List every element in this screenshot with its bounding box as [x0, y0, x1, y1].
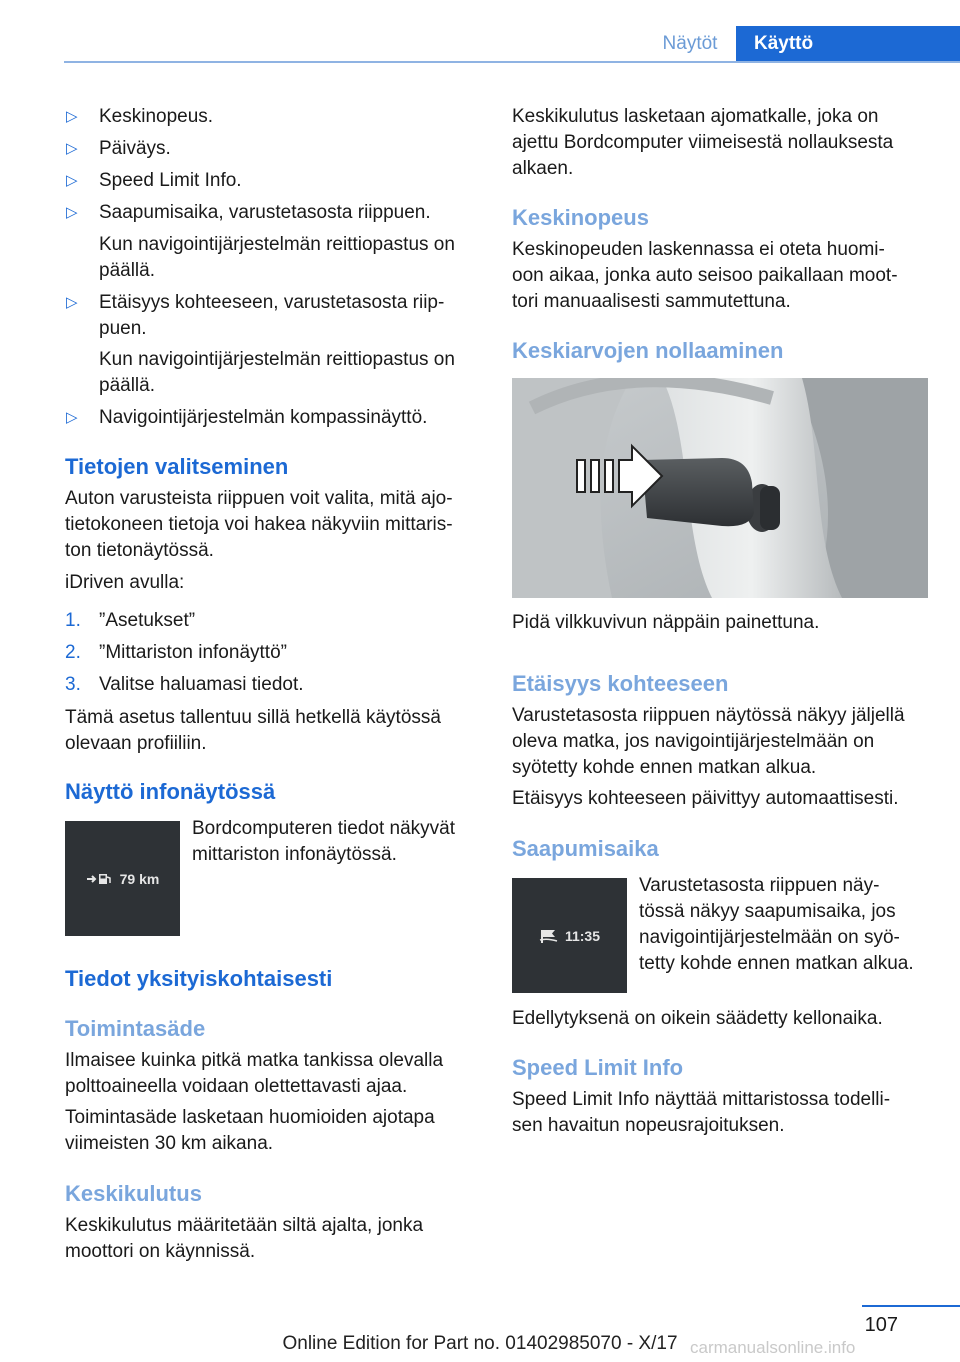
- list-item-sub: päällä.: [99, 375, 155, 396]
- list-item: puen.: [99, 318, 147, 339]
- paragraph: Speed Limit Info näyttää mittaristossa todelli-: [512, 1089, 891, 1110]
- paragraph: tori manuaalisesti sammutettuna.: [512, 291, 791, 312]
- paragraph: oleva matka, jos navigointijärjestelmään on: [512, 731, 875, 752]
- paragraph: sen havaitun nopeusrajoituksen.: [512, 1115, 785, 1136]
- paragraph: moottori on käynnissä.: [65, 1241, 256, 1262]
- paragraph: mittariston infonäytössä.: [192, 844, 397, 865]
- list-item: Päiväys.: [99, 138, 171, 159]
- paragraph: oon aikaa, jonka auto seisoo paikallaan moot-: [512, 265, 898, 286]
- tab-kaytto[interactable]: Käyttö: [736, 26, 960, 62]
- heading-tiedot-yksityiskohtaisesti: Tiedot yksityiskohtaisesti: [65, 966, 333, 991]
- bullet-icon: ▷: [66, 409, 78, 426]
- paragraph: Auton varusteista riippuen voit valita, mitä ajo-: [65, 488, 453, 509]
- heading-keskinopeus: Keskinopeus: [512, 205, 649, 230]
- paragraph: navigointijärjestelmään on syö-: [639, 927, 900, 948]
- bullet-icon: ▷: [66, 294, 78, 311]
- list-item-sub: Kun navigointijärjestelmän reittiopastus on: [99, 234, 455, 255]
- paragraph: Edellytyksenä on oikein säädetty kellonaika.: [512, 1008, 883, 1029]
- paragraph: iDriven avulla:: [65, 572, 185, 593]
- paragraph: tössä näkyy saapumisaika, jos: [639, 901, 896, 922]
- list-item: Speed Limit Info.: [99, 170, 242, 191]
- step-text: ”Mittariston infonäyttö”: [99, 642, 287, 663]
- arrival-time-value: 11:35: [564, 927, 601, 944]
- paragraph: Ilmaisee kuinka pitkä matka tankissa olevalla: [65, 1050, 444, 1071]
- step-text: Valitse haluamasi tiedot.: [99, 674, 304, 695]
- paragraph: Keskikulutus määritetään siltä ajalta, jonka: [65, 1215, 424, 1236]
- step-number: 2.: [65, 642, 81, 663]
- paragraph: Keskinopeuden laskennassa ei oteta huomi-: [512, 239, 885, 260]
- range-value: 79 km: [119, 870, 160, 887]
- paragraph: Tämä asetus tallentuu sillä hetkellä käytössä: [65, 707, 441, 728]
- page-number: 107: [864, 1314, 898, 1336]
- bullet-icon: ▷: [66, 204, 78, 221]
- list-item: Etäisyys kohteeseen, varustetasosta riip-: [99, 292, 445, 313]
- info-display-arrival: [512, 878, 627, 993]
- paragraph: ajettu Bordcomputer viimeisestä nollauksesta: [512, 132, 894, 153]
- list-item: Keskinopeus.: [99, 106, 214, 127]
- edition-line: Online Edition for Part no. 01402985070 - X/17: [282, 1333, 678, 1354]
- header-rule: [64, 61, 960, 63]
- list-item: Saapumisaika, varustetasosta riippuen.: [99, 202, 431, 223]
- heading-naytto-infonaytossa: Näyttö infonäytössä: [65, 779, 276, 804]
- fuel-range-icon: [86, 872, 114, 886]
- paragraph: olevaan profiiliin.: [65, 733, 207, 754]
- paragraph: Varustetasosta riippuen näy-: [639, 875, 880, 896]
- heading-etaisyys-kohteeseen: Etäisyys kohteeseen: [512, 671, 729, 696]
- step-number: 3.: [65, 674, 81, 695]
- bullet-icon: ▷: [66, 108, 78, 125]
- heading-toimintasade: Toimintasäde: [65, 1016, 206, 1041]
- step-number: 1.: [65, 610, 81, 631]
- paragraph: ton tietonäytössä.: [65, 540, 214, 561]
- heading-saapumisaika: Saapumisaika: [512, 836, 659, 861]
- paragraph: Keskikulutus lasketaan ajomatkalle, joka on: [512, 106, 879, 127]
- paragraph: viimeisten 30 km aikana.: [65, 1133, 274, 1154]
- list-item-sub: päällä.: [99, 260, 155, 281]
- paragraph: Etäisyys kohteeseen päivittyy automaattisesti.: [512, 788, 899, 809]
- list-item: Navigointijärjestelmän kompassinäyttö.: [99, 407, 428, 428]
- bullet-icon: ▷: [66, 140, 78, 157]
- paragraph: Varustetasosta riippuen näytössä näkyy jäljellä: [512, 705, 905, 726]
- paragraph: tetty kohde ennen matkan alkua.: [639, 953, 914, 974]
- watermark: carmanualsonline.info: [690, 1338, 856, 1357]
- tab-naytot[interactable]: Näytöt: [662, 33, 718, 54]
- step-text: ”Asetukset”: [99, 610, 196, 631]
- paragraph: Toimintasäde lasketaan huomioiden ajotapa: [65, 1107, 435, 1128]
- paragraph: syötetty kohde ennen matkan alkua.: [512, 757, 817, 778]
- info-display-range: [65, 821, 180, 936]
- paragraph: Bordcomputeren tiedot näkyvät: [192, 818, 455, 839]
- paragraph: tietokoneen tietoja voi hakea näkyviin mittaris-: [65, 514, 453, 535]
- heading-tietojen-valitseminen: Tietojen valitseminen: [65, 454, 289, 479]
- list-item-sub: Kun navigointijärjestelmän reittiopastus on: [99, 349, 455, 370]
- heading-keskikulutus: Keskikulutus: [65, 1181, 202, 1206]
- bullet-icon: ▷: [66, 172, 78, 189]
- heading-keskiarvojen-nollaaminen: Keskiarvojen nollaaminen: [512, 338, 784, 363]
- paragraph: alkaen.: [512, 158, 574, 179]
- footer-rule: [862, 1305, 960, 1307]
- heading-speed-limit-info: Speed Limit Info: [512, 1055, 684, 1080]
- caption: Pidä vilkkuvivun näppäin painettuna.: [512, 612, 820, 633]
- destination-flag-icon: [539, 928, 559, 944]
- stalk-illustration: [512, 378, 928, 598]
- paragraph: polttoaineella voidaan olettettavasti ajaa.: [65, 1076, 408, 1097]
